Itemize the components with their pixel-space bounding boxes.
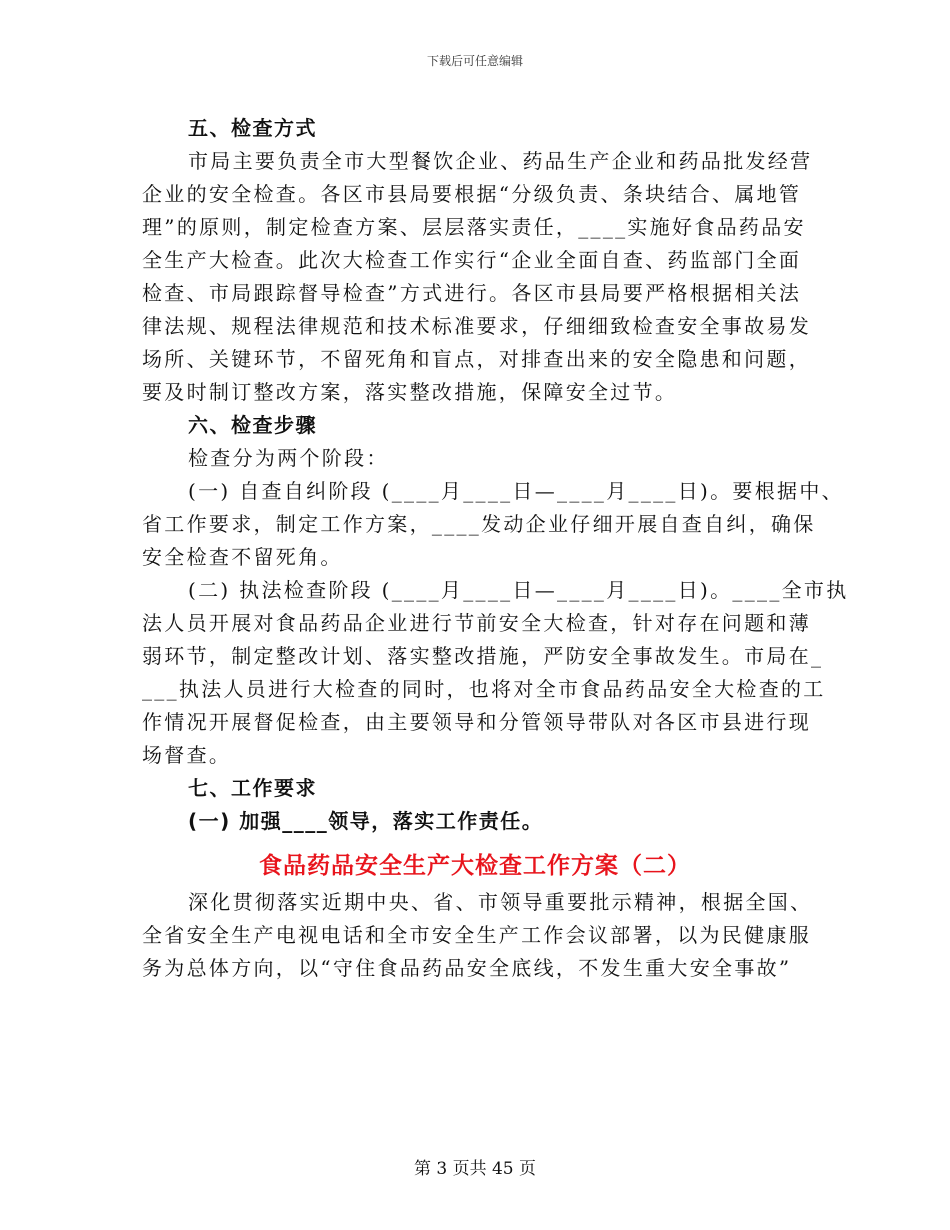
paragraph-line: 法人员开展对食品药品企业进行节前安全大检查，针对存在问题和薄 — [142, 611, 811, 635]
paragraph-line: 要及时制订整改方案，落实整改措施，保障安全过节。 — [142, 380, 678, 404]
paragraph-line: 场督查。 — [142, 743, 232, 767]
paragraph-line: 律法规、规程法律规范和技术标准要求，仔细细致检查安全事故易发 — [142, 314, 811, 338]
paragraph-line: 省工作要求，制定工作方案，____发动企业仔细开展自查自纠，确保 — [142, 512, 816, 536]
paragraph-line: (一) 自查自纠阶段 (____月____日—____月____日)。要根据中、 — [188, 479, 844, 503]
paragraph-line: 市局主要负责全市大型餐饮企业、药品生产企业和药品批发经营 — [188, 149, 813, 173]
section-heading-inspection-method: 五、检查方式 — [188, 116, 317, 140]
section-heading-inspection-steps: 六、检查步骤 — [188, 413, 317, 437]
paragraph-line: (二) 执法检查阶段 (____月____日—____月____日)。____全市执 — [188, 578, 849, 602]
paragraph-line: 深化贯彻落实近期中央、省、市领导重要批示精神，根据全国、 — [188, 890, 813, 914]
paragraph-line: 理”的原则，制定检查方案、层层落实责任，____实施好食品药品安 — [142, 215, 806, 239]
document-body — [142, 112, 849, 985]
paragraph-line: 安全检查不留死角。 — [142, 545, 343, 569]
paragraph-line: 检查分为两个阶段： — [188, 446, 389, 470]
section-heading-work-requirements: 七、工作要求 — [188, 776, 317, 800]
page-number: 第 3 页共 45 页 — [413, 1159, 537, 1179]
paragraph-line: ___执法人员进行大检查的同时，也将对全市食品药品安全大检查的工 — [142, 677, 826, 701]
paragraph-line: 企业的安全检查。各区市县局要根据“分级负责、条块结合、属地管 — [142, 182, 802, 206]
paragraph-line: 务为总体方向，以“守住食品药品安全底线，不发生重大安全事故” — [142, 956, 792, 980]
page-header: 下载后可任意编辑 — [426, 54, 523, 68]
paragraph-line: 检查、市局跟踪督导检查”方式进行。各区市县局要严格根据相关法 — [142, 281, 802, 305]
paragraph-line: 场所、关键环节，不留死角和盲点，对排查出来的安全隐患和问题， — [142, 347, 811, 371]
paragraph-line: 作情况开展督促检查，由主要领导和分管领导带队对各区市县进行现 — [142, 710, 811, 734]
paragraph-line: 弱环节，制定整改计划、落实整改措施，严防安全事故发生。市局在_ — [142, 644, 824, 668]
subsection-heading: (一) 加强____领导，落实工作责任。 — [188, 809, 544, 833]
paragraph-line: 全生产大检查。此次大检查工作实行“企业全面自查、药监部门全面 — [142, 248, 802, 272]
paragraph-line: 全省安全生产电视电话和全市安全生产工作会议部署，以为民健康服 — [142, 923, 811, 947]
document-title-part-two: 食品药品安全生产大检查工作方案（二） — [259, 853, 691, 879]
